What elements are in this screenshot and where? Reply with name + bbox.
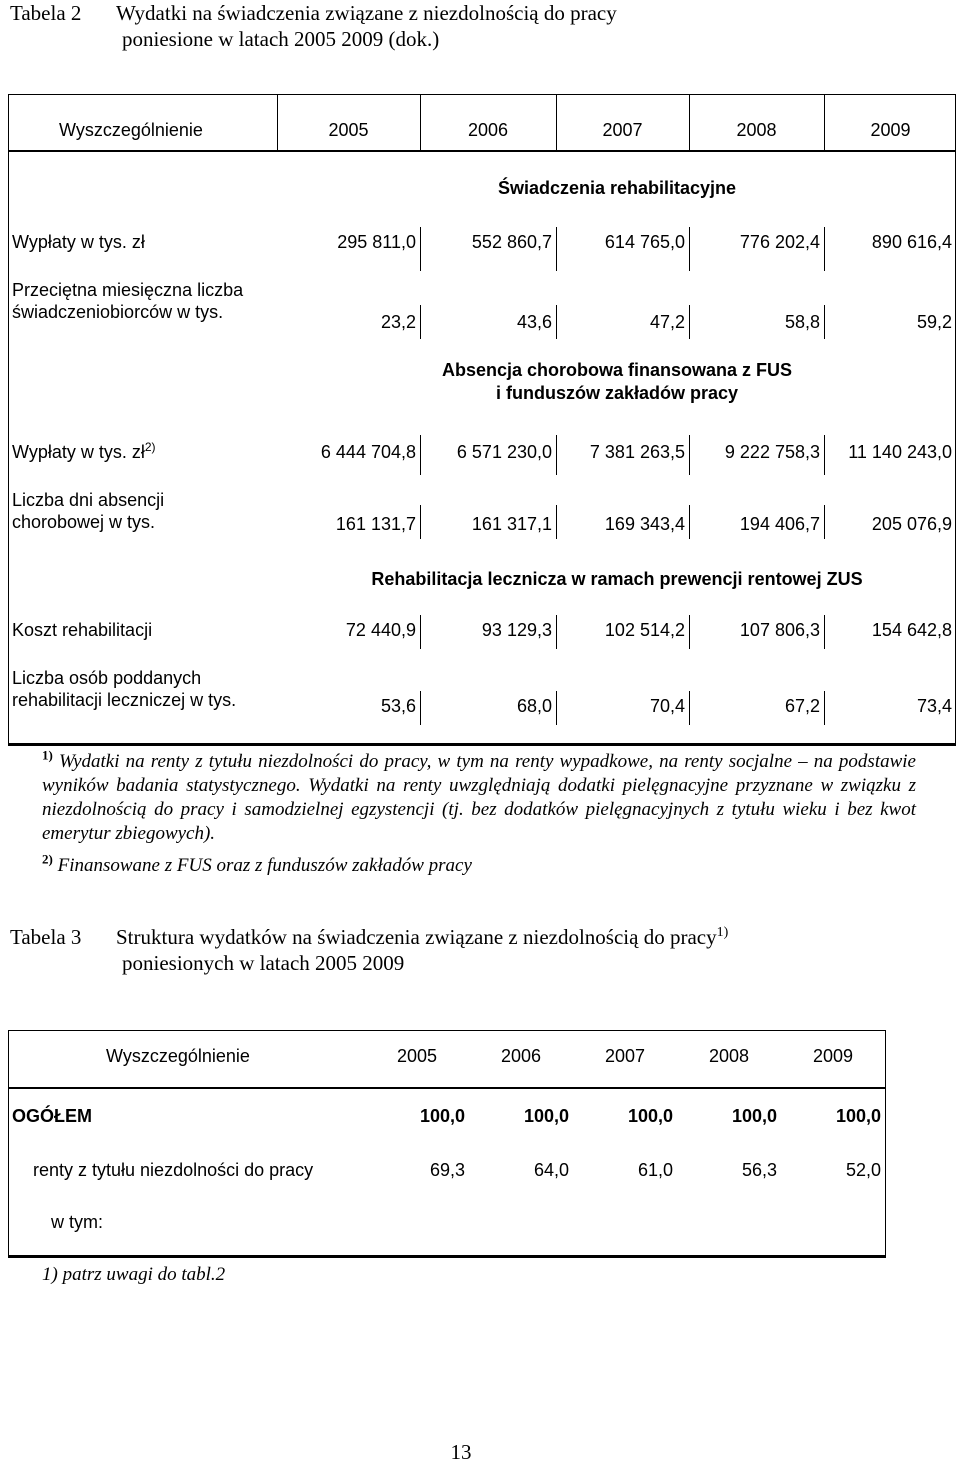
table2-section-title-line2: i funduszów zakładów pracy (495, 383, 739, 403)
table2-header-year: 2007 (602, 120, 643, 140)
table3-header-year: 2006 (500, 1046, 542, 1066)
table2-cell: 59,2 (916, 312, 952, 332)
table3-header-divider (9, 1087, 885, 1089)
footnote-text: Finansowane z FUS oraz z funduszów zakładów pracy (57, 855, 472, 876)
table3-cell: 100,0 (835, 1106, 881, 1126)
footnote-marker: 1) (42, 747, 53, 763)
table3-row-label: renty z tytułu niezdolności do pracy (33, 1160, 314, 1180)
table2-row-label-line2: chorobowej w tys. (12, 512, 156, 532)
table2-section-title: Absencja chorobowa finansowana z FUS (441, 360, 793, 380)
table3-cell: 69,3 (429, 1160, 465, 1180)
table2-cell: 11 140 243,0 (848, 442, 952, 462)
table2-header-year: 2008 (736, 120, 777, 140)
table2-cell: 107 806,3 (739, 620, 820, 640)
table2-cell: 58,8 (784, 312, 820, 332)
table2-section-title: Świadczenia rehabilitacyjne (497, 178, 737, 198)
table2-cell: 776 202,4 (739, 232, 820, 252)
table3-cell: 64,0 (533, 1160, 569, 1180)
table2-row-label: Przeciętna miesięczna liczba (12, 280, 244, 300)
table2-cell: 68,0 (516, 696, 552, 716)
table2-cell: 47,2 (649, 312, 685, 332)
table2-cell: 72 440,9 (345, 620, 416, 640)
table2-cell: 70,4 (649, 696, 685, 716)
table3-caption-title-text: Struktura wydatków na świadczenia związane z niezdolnością do pracy (116, 925, 717, 949)
table2-row-label-line2: świadczeniobiorców w tys. (12, 302, 224, 322)
table3 (8, 1030, 886, 1258)
table3-header-year: 2005 (396, 1046, 438, 1066)
table2-header-year: 2009 (870, 120, 911, 140)
table3-cell: 52,0 (845, 1160, 881, 1180)
table3-footnote: 1) patrz uwagi do tabl.2 (42, 1264, 226, 1285)
table2-footnote-2 (42, 851, 916, 878)
table2-cell: 205 076,9 (871, 514, 952, 534)
table2-row-label: Liczba dni absencji (12, 490, 165, 510)
table2-cell: 169 343,4 (604, 514, 685, 534)
table2-row-label: Wypłaty w tys. zł (12, 232, 145, 252)
table2-cell: 6 444 704,8 (320, 442, 416, 462)
table2-caption-title: Wydatki na świadczenia związane z niezdolnością do pracy (116, 1, 617, 25)
table2-footnote-1 (42, 747, 916, 846)
table3-header-year: 2009 (812, 1046, 854, 1066)
table3-row-label: OGÓŁEM (12, 1106, 92, 1126)
table2-header-year: 2006 (467, 120, 509, 140)
table2-cell: 102 514,2 (604, 620, 685, 640)
footnote-marker: 1) (716, 925, 729, 940)
table2-header-label: Wyszczególnienie (59, 120, 203, 140)
table2-cell: 890 616,4 (871, 232, 952, 252)
table3-row-label: w tym: (51, 1212, 103, 1232)
table2-row-label: Koszt rehabilitacji (12, 620, 153, 640)
table2-caption-label: Tabela 2 (10, 1, 82, 25)
table3-header-year: 2008 (708, 1046, 750, 1066)
table2-cell: 23,2 (380, 312, 416, 332)
table3-caption-title (116, 924, 728, 950)
table2-cell: 43,6 (516, 312, 552, 332)
table2 (8, 94, 956, 746)
table2-cell: 9 222 758,3 (724, 442, 820, 462)
table2-cell: 93 129,3 (481, 620, 552, 640)
page-number: 13 (450, 1440, 472, 1464)
table2-cell: 161 131,7 (335, 514, 416, 534)
table3-cell: 100,0 (731, 1106, 777, 1126)
table2-header-divider (9, 150, 955, 152)
table2-cell: 154 642,8 (871, 620, 952, 640)
table2-row-label-text: Wypłaty w tys. zł (12, 442, 145, 462)
table2-cell: 161 317,1 (471, 514, 552, 534)
table2-cell: 7 381 263,5 (589, 442, 685, 462)
table3-cell: 56,3 (741, 1160, 777, 1180)
table3-cell: 100,0 (419, 1106, 465, 1126)
table3-caption-label: Tabela 3 (10, 925, 82, 949)
table3-header-label: Wyszczególnienie (106, 1046, 250, 1066)
table2-cell: 295 811,0 (337, 232, 416, 252)
table2-cell: 6 571 230,0 (456, 442, 552, 462)
footnote-marker: 2) (144, 440, 156, 454)
table2-header-year: 2005 (328, 120, 369, 140)
table3-header-year: 2007 (604, 1046, 646, 1066)
table2-row-label (12, 441, 156, 463)
table3-cell: 100,0 (523, 1106, 569, 1126)
table2-cell: 53,6 (380, 696, 416, 716)
footnote-text: Wydatki na renty z tytułu niezdolności do pracy, w tym na renty wypadkowe, na renty socjalne – na podstawie wyników badania statystycznego. Wydatki na renty uwzględniają dodatki pielęgnacyjne przyznane w związku z niezdolnością do pracy i samodzielnej egzystencji (tj. bez dodatków pielęgnacyjnych z tytułu wieku i bez kwot emerytur zbiegowych). (42, 751, 916, 844)
table2-cell: 614 765,0 (604, 232, 685, 252)
table3-cell: 100,0 (627, 1106, 673, 1126)
table2-cell: 552 860,7 (471, 232, 552, 252)
table2-cell: 73,4 (916, 696, 952, 716)
table2-row-label-line2: rehabilitacji leczniczej w tys. (12, 690, 237, 710)
table2-section-title: Rehabilitacja lecznicza w ramach prewencji rentowej ZUS (371, 569, 863, 589)
table2-caption-title-line2: poniesione w latach 2005 2009 (dok.) (122, 27, 440, 51)
table2-row-label: Liczba osób poddanych (12, 668, 202, 688)
table3-cell: 61,0 (637, 1160, 673, 1180)
footnote-marker: 2) (42, 851, 53, 867)
table2-cell: 67,2 (784, 696, 820, 716)
table2-cell: 194 406,7 (739, 514, 820, 534)
table3-caption-title-line2: poniesionych w latach 2005 2009 (122, 951, 405, 975)
